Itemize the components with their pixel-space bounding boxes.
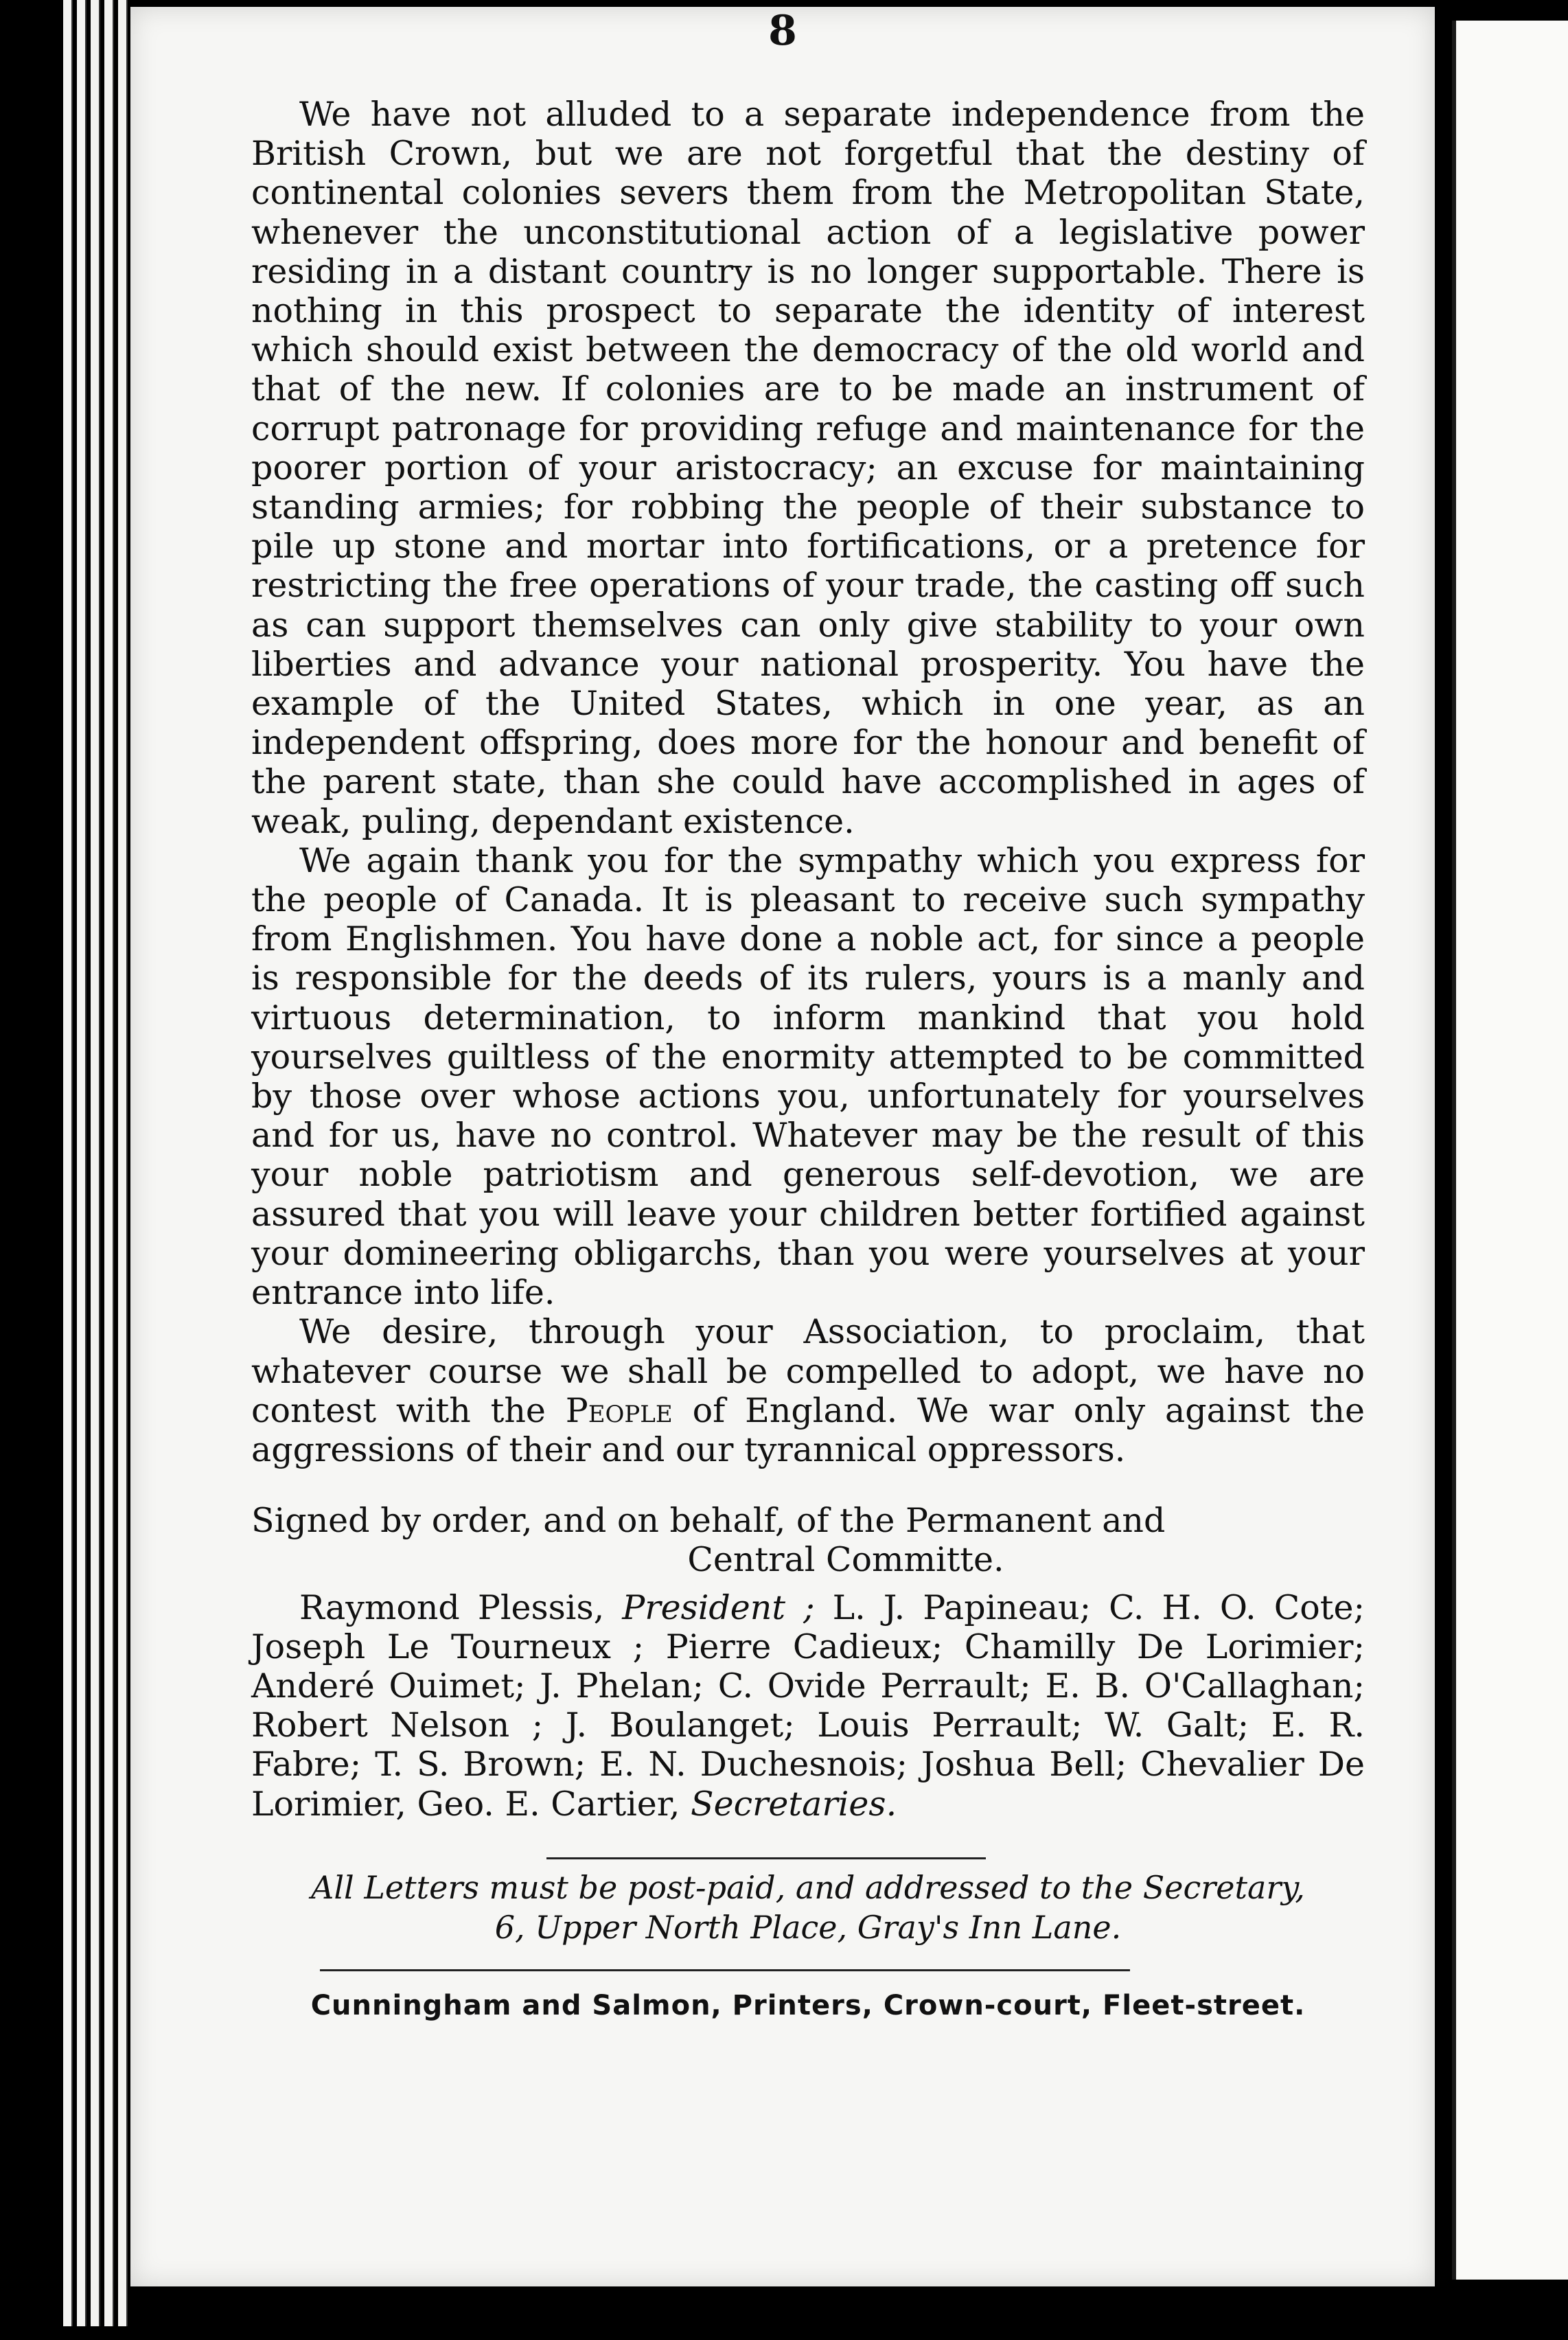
divider-rule — [546, 1857, 986, 1859]
printer-imprint: Cunningham and Salmon, Printers, Crown-court, Fleet-street. — [310, 1989, 1306, 2021]
page-number: 8 — [768, 7, 797, 55]
president-title: President ; — [622, 1587, 815, 1627]
paragraph-proclamation — [251, 1312, 1365, 1469]
paragraph-sympathy: We again thank you for the sympathy which you express for the people of Canada. It is pleasant to receive such sympathy from Englishmen. You have done a noble act, for since a people is responsible for the deeds of its rulers, yours is a manly and virtuous determination, to inform mankind that you hold yourselves guiltless of the enormity attempted to be committed by those over whose actions you, unfortunately for yourselves and for us, have no control. Whatever may be the result of this your noble patriotism and generous self-devotion, we are assured that you will leave your children better fortified against your domineering obligarchs, than you were yourselves at your entrance into life. — [251, 840, 1365, 1313]
page-edge — [118, 0, 128, 2326]
page-edge — [63, 0, 73, 2326]
postage-notice-line-1: All Letters must be post-paid, and addressed to the Secretary, — [311, 1868, 1305, 1906]
document-page — [130, 7, 1435, 2286]
page-edge — [91, 0, 100, 2326]
paragraph-proclamation-end: of England. We war only against the aggressions of their and our tyrannical oppressors. — [251, 1390, 1365, 1469]
page-edge — [77, 0, 87, 2326]
president-name: Raymond Plessis, — [299, 1587, 605, 1627]
page-body — [251, 95, 1365, 2026]
facing-page-edge — [1452, 21, 1568, 2280]
secretaries-title: Secretaries. — [691, 1784, 897, 1824]
signatories-list — [251, 1588, 1365, 1824]
paragraph-independence: We have not alluded to a separate independence from the British Crown, but we are not forgetful that the destiny of continental colonies severs them from the Metropolitan State, whenever the unconstitutional action of a legislative power residing in a distant country is no longer supportable. There is nothing in this prospect to separate the identity of interest which should exist between the democracy of the old world and that of the new. If colonies are to be made an instrument of corrupt patronage for providing refuge and maintenance for the poorer portion of your aristocracy; an excuse for maintaining standing armies; for robbing the people of their substance to pile up stone and mortar into fortifications, or a pretence for restricting the free operations of your trade, the casting off such as can support themselves can only give stability to your own liberties and advance your national prosperity. You have the example of the United States, which in one year, as an independent offspring, does more for the honour and benefit of the parent state, than she could have accomplished in ages of weak, puling, dependant existence. — [251, 95, 1365, 841]
postage-notice-line-2: 6, Upper North Place, Gray's Inn Lane. — [494, 1908, 1122, 1946]
people-emphasis: People — [565, 1390, 673, 1430]
divider-rule — [320, 1969, 1130, 1971]
paragraph-proclamation-start: We desire, through your Association, to proclaim, that whatever course we shall be compelled to adopt, we have no contest with the — [251, 1312, 1365, 1430]
page-edge — [104, 0, 114, 2326]
committee-name: Central Committe. — [687, 1540, 1004, 1580]
postage-notice — [251, 1868, 1365, 1947]
signature-line: Signed by order, and on behalf, of the Permanent and — [251, 1501, 1166, 1541]
committee-members: L. J. Papineau; C. H. O. Cote; Joseph Le Tourneux ; Pierre Cadieux; Chamilly De Lorimier; Anderé Ouimet; J. Phelan; C. Ovide Perrault; E. B. O'Callaghan; Robert Nelson ; J. Boulanget; Louis Perrault; W. Galt; E. R. Fabre; T. S. Brown; E. N. Duchesnois; Joshua Bell; Chevalier De Lorimier, Geo. E. Cartier, — [251, 1587, 1365, 1824]
